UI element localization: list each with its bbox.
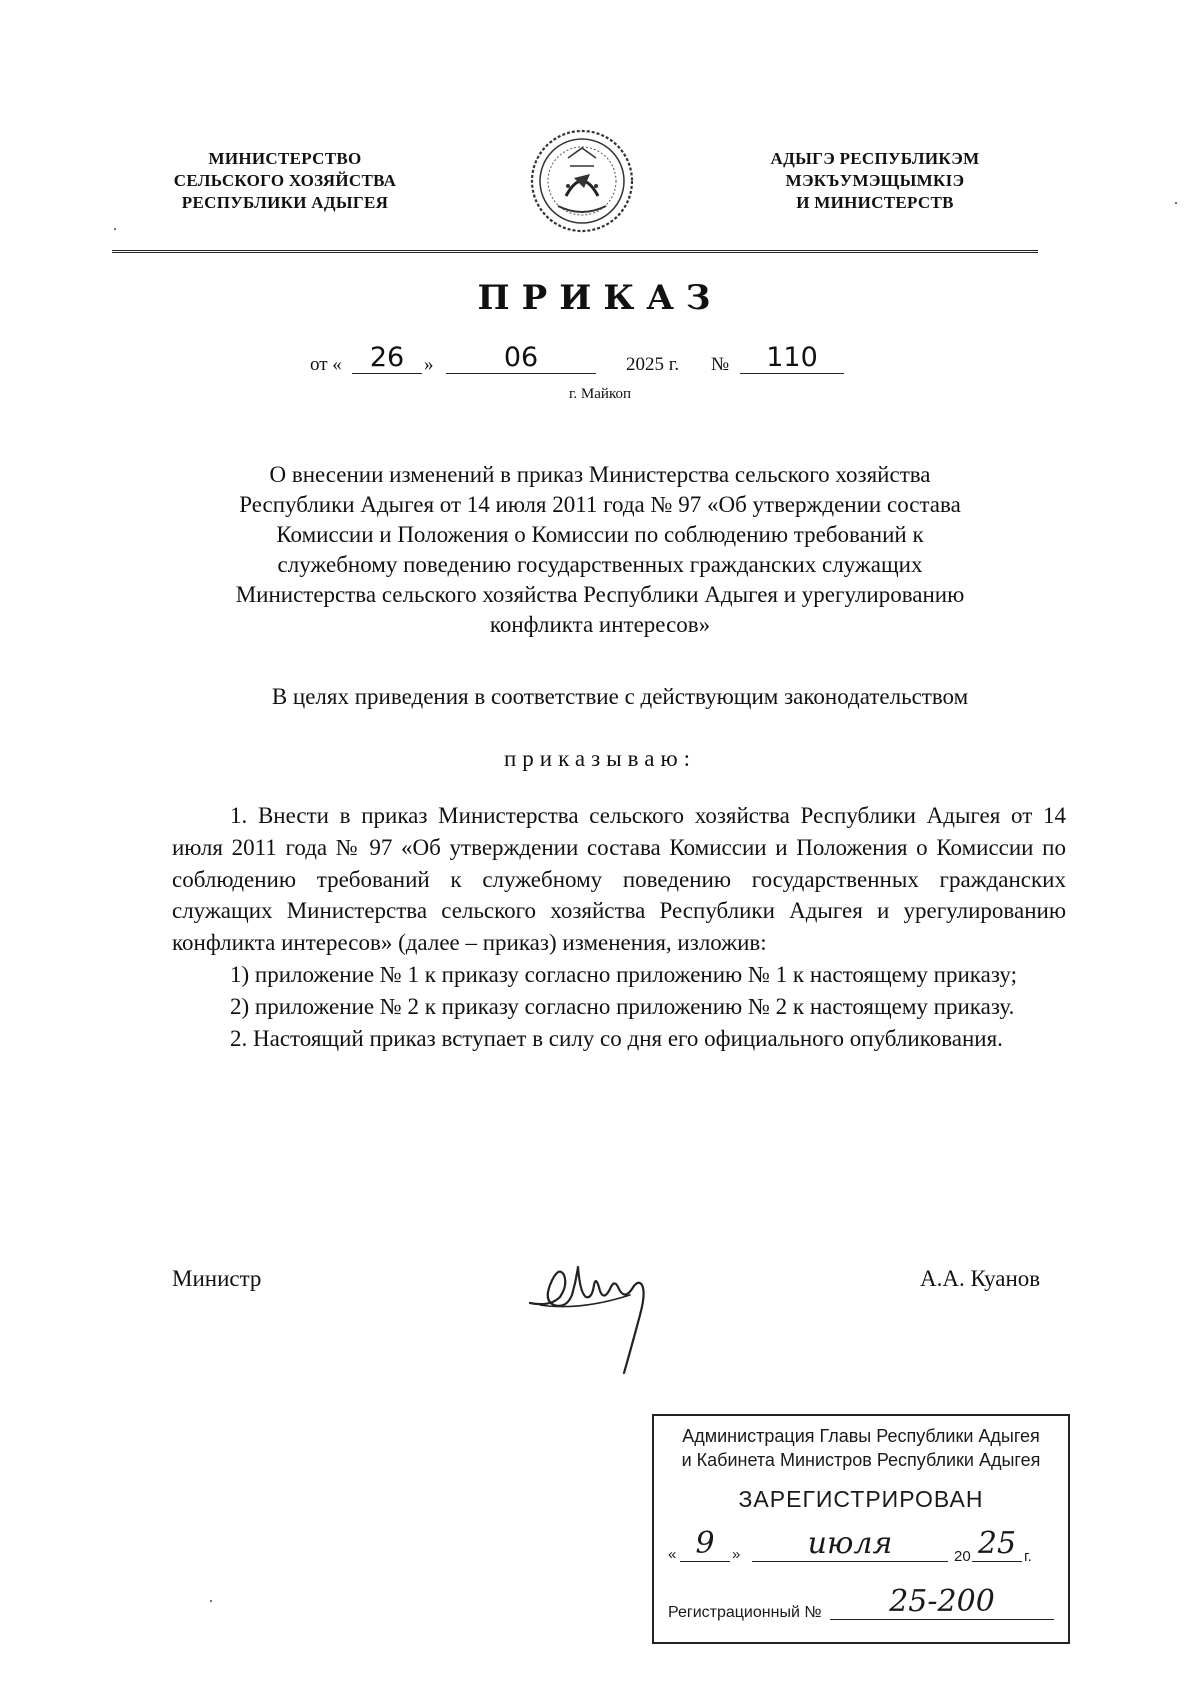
stamp-year-prefix: 20	[954, 1548, 971, 1565]
body-paragraph: 1) приложение № 1 к приказу согласно приложению № 1 к настоящему приказу;	[230, 961, 1018, 987]
number-label: №	[711, 354, 730, 375]
order-month: 06	[446, 342, 596, 374]
stamp-year-suffix: 25	[972, 1526, 1022, 1562]
registration-stamp	[652, 1414, 1070, 1644]
preamble: В целях приведения в соответствие с действующим законодательством	[271, 684, 969, 709]
document-title: ПРИКАЗ	[477, 278, 723, 318]
header-divider	[112, 250, 1038, 253]
date-quote-close: »	[424, 354, 434, 375]
scan-speck	[114, 228, 116, 230]
order-city: г. Майкоп	[568, 386, 632, 402]
date-from-label: от «	[310, 354, 342, 375]
order-year: 2025 г.	[626, 354, 680, 375]
header-left-line: МИНИСТЕРСТВО	[208, 149, 362, 168]
scan-speck	[1175, 202, 1177, 204]
stamp-date-line	[668, 1526, 1058, 1570]
body-paragraph: 2) приложение № 2 к приказу согласно приложению № 2 к настоящему приказу.	[230, 993, 1015, 1019]
header-right-line: И МИНИСТЕРСТВ	[796, 193, 954, 212]
stamp-close-quote: »	[732, 1546, 741, 1563]
header-right-line: МЭКЪУМЭЩЫМКIЭ	[785, 171, 965, 190]
order-day: 26	[352, 342, 422, 374]
stamp-year-mark: г.	[1024, 1548, 1032, 1565]
ministry-name-adyghe	[735, 148, 1015, 214]
stamp-reg-label: Регистрационный №	[668, 1604, 822, 1621]
stamp-month: июля	[752, 1526, 948, 1562]
subject-line: служебному поведению государственных гражданских служащих	[277, 552, 923, 577]
stamp-number-line	[668, 1584, 1058, 1628]
header-right-line: АДЫГЭ РЕСПУБЛИКЭМ	[770, 149, 980, 168]
stamp-authority-line: и Кабинета Министров Республики Адыгея	[681, 1450, 1041, 1470]
ministry-name-russian	[150, 148, 420, 214]
subject-line: Комиссии и Положения о Комиссии по соблюдению требований к	[276, 522, 924, 547]
order-word: приказываю:	[503, 746, 697, 771]
header-left-line: СЕЛЬСКОГО ХОЗЯЙСТВА	[173, 171, 397, 190]
stamp-reg-number: 25-200	[830, 1584, 1054, 1620]
signatory-role: Министр	[172, 1266, 262, 1291]
coat-of-arms-icon	[528, 126, 636, 236]
subject-line: О внесении изменений в приказ Министерства сельского хозяйства	[269, 462, 931, 487]
header-left-line: РЕСПУБЛИКИ АДЫГЕЯ	[181, 193, 389, 212]
body-paragraph: 1. Внести в приказ Министерства сельского хозяйства Республики Адыгея от 14 июля 2011 года № 97 «Об утверждении состава Комиссии и Положения о Комиссии по соблюдению требований к служебному поведению государственных гражданских служащих Министерства сельского хозяйства Республики Адыгея и урегулированию конфликта интересов» (далее – приказ) изменения, изложив:	[172, 803, 1066, 956]
signatory-name: А.А. Куанов	[920, 1266, 1041, 1291]
order-subject	[150, 460, 1050, 640]
order-date-number-line	[0, 342, 1200, 386]
subject-line: Республики Адыгея от 14 июля 2011 года № 97 «Об утверждении состава	[239, 492, 961, 517]
order-number: 110	[740, 342, 844, 374]
stamp-registered-label: ЗАРЕГИСТРИРОВАН	[738, 1486, 984, 1512]
stamp-day: 9	[680, 1526, 730, 1562]
scan-speck	[210, 1600, 212, 1602]
stamp-authority-line: Администрация Главы Республики Адыгея	[682, 1426, 1040, 1446]
handwritten-signature	[520, 1245, 680, 1385]
body-paragraph: 2. Настоящий приказ вступает в силу со дня его официального опубликования.	[230, 1025, 1003, 1051]
subject-line: конфликта интересов»	[489, 612, 711, 637]
order-body	[172, 800, 1066, 1054]
subject-line: Министерства сельского хозяйства Республики Адыгея и урегулированию	[235, 582, 965, 607]
stamp-open-quote: «	[668, 1546, 677, 1563]
